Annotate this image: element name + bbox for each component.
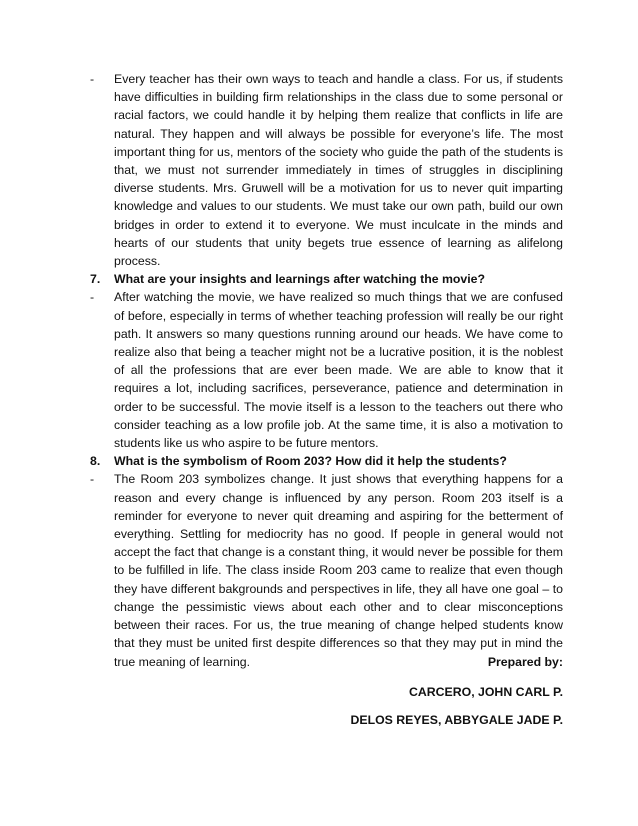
dash-marker: -	[90, 290, 95, 305]
question-8-text: What is the symbolism of Room 203? How did it help the students?	[114, 454, 507, 469]
author-name-2: DELOS REYES, ABBYGALE JADE P.	[350, 713, 563, 727]
answer-paragraph-7: After watching the movie, we have realized so much things that we are confused of before, especially in terms of whether teaching profession will really be our right path. It answers so many questions running around our heads. We have come to realize also that being a teacher might not be a lucrative position, it is the noblest of all the professions that are ever been made. We are able to know that it requires a lot, including sacrifices, perseverance, patience and determination in order to be successful. The movie itself is a lesson to the teachers out there who consider teaching as a low profile job. At the same time, it is also a motivation to students like us who aspire to be future mentors.	[114, 290, 563, 451]
answer-block-6	[90, 70, 563, 671]
dash-marker: -	[90, 472, 95, 487]
question-7	[90, 270, 563, 288]
question-8	[90, 452, 563, 470]
author-name-1: CARCERO, JOHN CARL P.	[409, 685, 563, 699]
question-number: 8.	[90, 454, 101, 469]
answer-paragraph-6: Every teacher has their own ways to teach and handle a class. For us, if students have difficulties in building firm relationships in the class due to some personal or racial factors, we could handle it by helping them realize that conflicts in life are natural. They happen and will always be possible for everyone’s life. The most important thing for us, mentors of the society who guide the path of the students is that, we must not surrender immediately in times of struggles in disciplining diverse students. Mrs. Gruwell will be a motivation for us to never quit imparting knowledge and values to our students. We must take our own path, build our own bridges in order to extend it to everyone. We must inculcate in the minds and hearts of our students that unity begets true essence of learning as alifelong process.	[114, 72, 563, 269]
question-number: 7.	[90, 272, 101, 287]
answer-paragraph-8: The Room 203 symbolizes change. It just shows that everything happens for a reason and every change is influenced by any person. Room 203 itself is a reminder for everyone to never quit dreaming and aspiring for the betterment of everything. Settling for mediocrity has no good. If people in general would not accept the fact that change is a constant thing, it would never be possible for them to be fulfilled in life. The class inside Room 203 came to realize that even though they have different bakgrounds and perspectives in life, they all have one goal – to change the pessimistic views about each other and to clear misconceptions between their races. For us, the true meaning of change helped students know that they must be united first despite differences so that they may put in mind the true meaning of learning.	[114, 472, 563, 669]
bullet-item	[90, 288, 563, 452]
question-7-text: What are your insights and learnings after watching the movie?	[114, 272, 486, 287]
prepared-by-label: Prepared by:	[487, 655, 563, 669]
bullet-item	[90, 470, 563, 670]
dash-marker: -	[90, 72, 95, 86]
bullet-item	[90, 70, 563, 270]
